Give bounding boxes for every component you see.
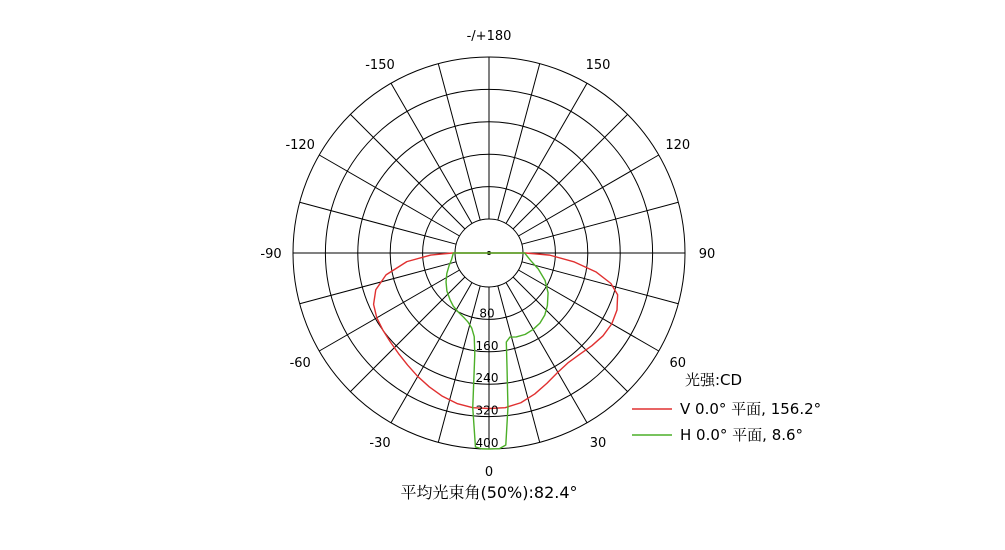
- grid-spoke: [513, 114, 628, 229]
- angle-label: 90: [698, 247, 716, 262]
- angle-label: -90: [260, 247, 282, 262]
- grid-spoke: [498, 286, 540, 442]
- radial-tick-label: 400: [475, 436, 499, 450]
- angle-label: -30: [369, 435, 391, 451]
- angle-label: -150: [365, 58, 395, 74]
- radial-tick-label: 160: [475, 338, 499, 353]
- angle-label: 150: [585, 58, 611, 74]
- legend-label-h: H 0.0° 平面, 8.6°: [680, 426, 804, 444]
- grid-spoke: [522, 202, 678, 244]
- grid-spoke: [350, 114, 465, 229]
- radial-tick-label: 240: [475, 371, 499, 386]
- legend-label-v: V 0.0° 平面, 156.2°: [680, 400, 822, 418]
- legend-title: 光强:CD: [685, 371, 743, 389]
- radial-tick-label: 320: [475, 403, 499, 418]
- grid-spoke: [513, 277, 628, 392]
- angle-label: -120: [285, 138, 315, 153]
- angle-label: 60: [669, 356, 687, 371]
- grid-spoke: [498, 64, 540, 220]
- angle-label: 0: [484, 465, 494, 480]
- angle-label: -/+180: [466, 29, 512, 44]
- chart-legend: [632, 371, 821, 444]
- angle-label: 30: [589, 435, 607, 451]
- grid-spoke: [438, 64, 480, 220]
- radial-tick-labels: [476, 306, 499, 450]
- angle-label: -60: [289, 356, 311, 371]
- radial-tick-label: 80: [479, 306, 495, 321]
- grid-spoke: [300, 262, 456, 304]
- grid-spoke: [300, 202, 456, 244]
- beam-angle-footer: 平均光束角(50%):82.4°: [400, 483, 578, 502]
- angle-label: 120: [665, 138, 691, 153]
